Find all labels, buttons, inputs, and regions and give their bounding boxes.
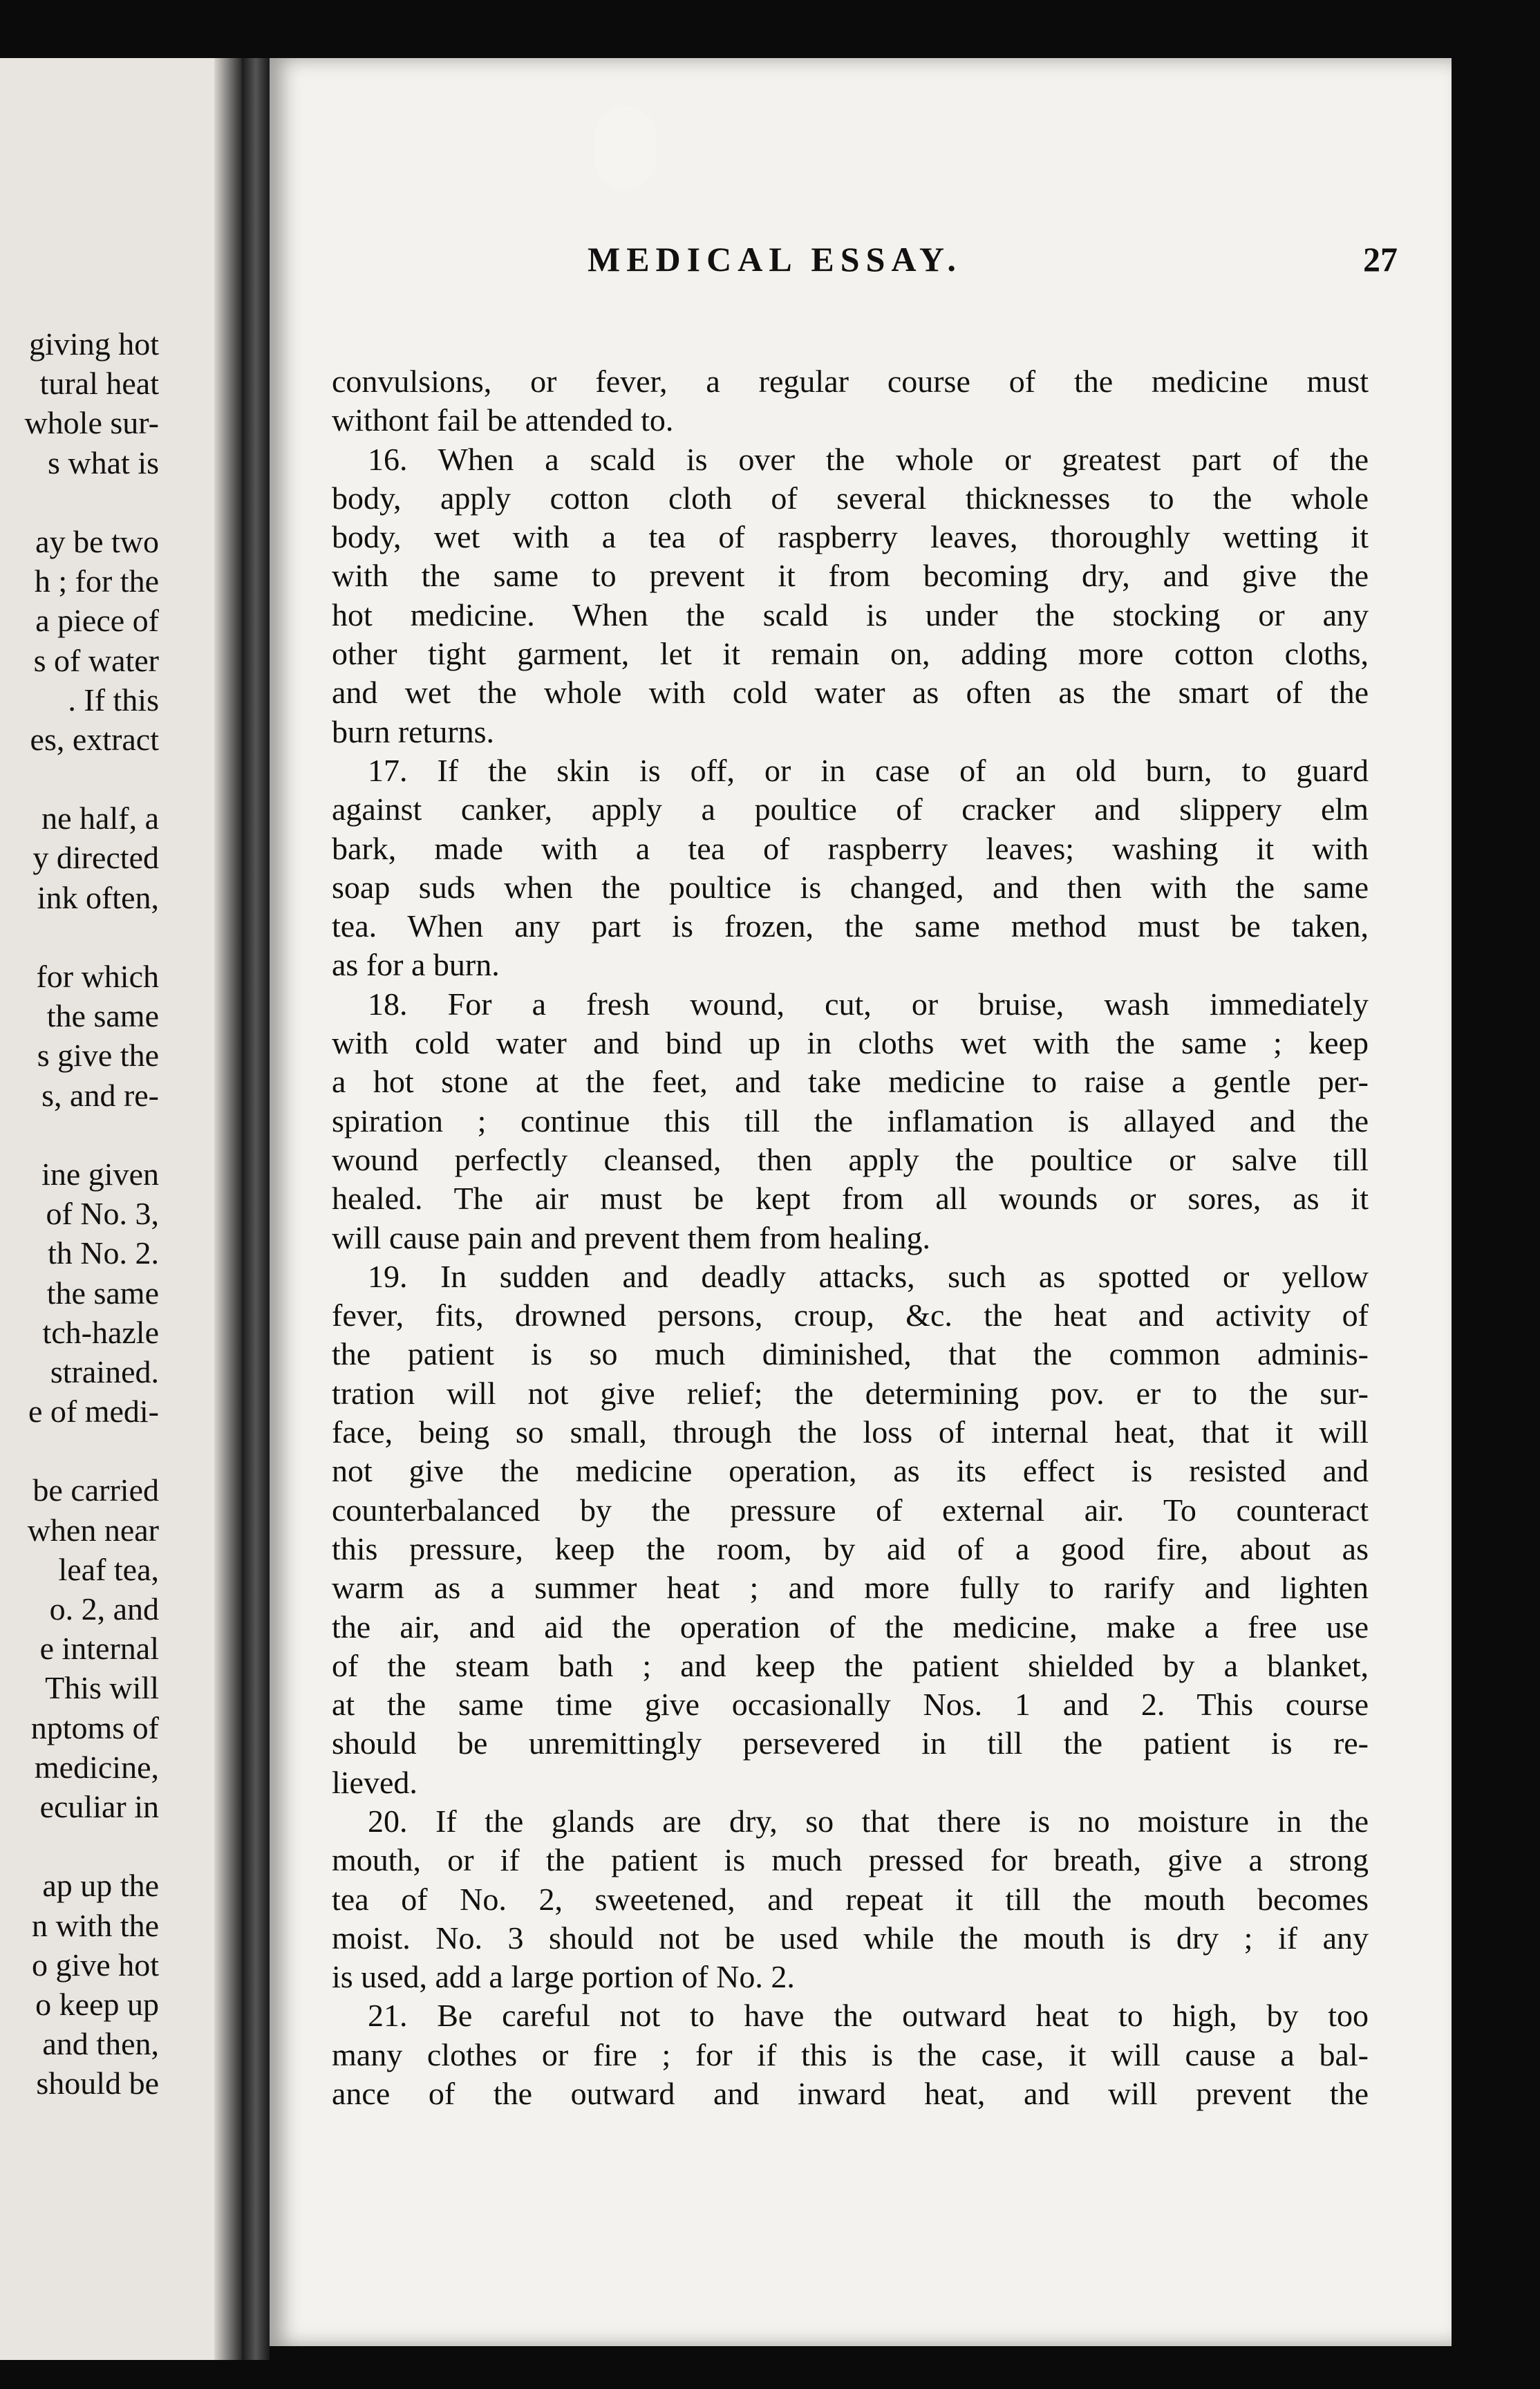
left-page-line: This will [45, 1670, 159, 1706]
page-number: 27 [1363, 240, 1398, 279]
text-line: many clothes or fire ; for if this is the case, it will cause a bal- [332, 2036, 1369, 2072]
left-page-line: nptoms of [30, 1709, 159, 1745]
left-page-line: o keep up [35, 1986, 159, 2022]
text-line: this pressure, keep the room, by aid of a good fire, about as [332, 1530, 1369, 1566]
running-title: MEDICAL ESSAY. [588, 240, 962, 279]
text-line: is used, add a large portion of No. 2. [332, 1959, 795, 1995]
left-page-line: ne half, a [41, 800, 159, 836]
left-page-line: giving hot [29, 326, 159, 362]
text-line: not give the medicine operation, as its effect is resisted and [332, 1453, 1369, 1489]
left-page-line: ay be two [35, 523, 159, 559]
left-page-line: when near [27, 1512, 159, 1548]
left-page-line [0, 917, 159, 957]
page-body-text [332, 362, 1369, 2113]
left-page-line: tural heat [39, 366, 159, 402]
left-page-gutter [214, 58, 242, 2360]
text-line: fever, fits, drowned persons, croup, &c. the heat and activity of [332, 1297, 1369, 1333]
left-page-line: the same [46, 998, 159, 1034]
left-page-line: leaf tea, [58, 1551, 159, 1587]
text-line: against canker, apply a poultice of cracker and slippery elm [332, 791, 1369, 827]
book-spine [242, 58, 270, 2360]
text-line: burn returns. [332, 713, 495, 749]
text-line: at the same time give occasionally Nos. 1 and 2. This course [332, 1687, 1369, 1723]
left-page-line: of No. 3, [46, 1196, 159, 1232]
left-page-line: should be [36, 2065, 159, 2101]
text-line: healed. The air must be kept from all wounds or sores, as it [332, 1181, 1369, 1217]
left-page-line: e of medi- [28, 1394, 159, 1430]
text-line: with the same to prevent it from becoming dry, and give the [332, 558, 1369, 594]
text-line: withont fail be attended to. [332, 402, 674, 438]
text-line: soap suds when the poultice is changed, and then with the same [332, 869, 1369, 905]
text-line: other tight garment, let it remain on, adding more cotton cloths, [332, 636, 1369, 672]
text-line: ance of the outward and inward heat, and will prevent the [332, 2076, 1369, 2112]
left-page-line: whole sur- [24, 405, 159, 441]
left-page-line: s give the [37, 1038, 159, 1074]
left-page-line [0, 1115, 159, 1154]
book-page [270, 58, 1452, 2346]
text-line: hot medicine. When the scald is under the stocking or any [332, 597, 1369, 633]
text-line: wound perfectly cleansed, then apply the poultice or salve till [332, 1141, 1369, 1177]
left-page-line: ine given [41, 1156, 159, 1192]
text-line: tea of No. 2, sweetened, and repeat it till the mouth becomes [332, 1881, 1369, 1917]
left-page-line: and then, [42, 2026, 159, 2062]
text-line: will cause pain and prevent them from healing. [332, 1219, 931, 1255]
left-page-line: medicine, [34, 1749, 159, 1785]
text-line: convulsions, or fever, a regular course of the medicine must [332, 364, 1369, 399]
text-line: moist. No. 3 should not be used while the mouth is dry ; if any [332, 1920, 1369, 1956]
text-line: bark, made with a tea of raspberry leaves; washing it with [332, 830, 1369, 866]
left-page-line: o. 2, and [49, 1591, 159, 1627]
text-line: 20. If the glands are dry, so that there is no moisture in the [368, 1803, 1369, 1839]
left-page-line: h ; for the [34, 563, 159, 599]
text-line: should be unremittingly persevered in till the patient is re- [332, 1725, 1369, 1761]
text-line: counterbalanced by the pressure of external air. To counteract [332, 1492, 1369, 1528]
left-page-line: . If this [68, 682, 159, 718]
left-page-line [0, 1431, 159, 1470]
left-page-line: s, and re- [41, 1077, 159, 1113]
left-page-line: e internal [39, 1631, 159, 1667]
text-line: body, apply cotton cloth of several thicknesses to the whole [332, 480, 1369, 516]
left-page-line: es, extract [30, 721, 159, 757]
text-line: as for a burn. [332, 947, 500, 983]
left-page-line: ink often, [37, 879, 159, 915]
text-line: lieved. [332, 1764, 417, 1800]
text-line: tea. When any part is frozen, the same method must be taken, [332, 908, 1369, 944]
text-line: 17. If the skin is off, or in case of an old burn, to guard [368, 752, 1369, 788]
left-page-line: be carried [32, 1472, 159, 1508]
left-page-line: tch-hazle [42, 1314, 159, 1350]
left-page-line: o give hot [32, 1947, 159, 1983]
left-page-line: a piece of [35, 603, 159, 639]
left-page-line: ap up the [42, 1868, 159, 1904]
text-line: tration will not give relief; the determining pov. er to the sur- [332, 1375, 1369, 1411]
text-line: the air, and aid the operation of the medicine, make a free use [332, 1609, 1369, 1645]
left-page-line: s of water [33, 642, 159, 678]
text-line: and wet the whole with cold water as often as the smart of the [332, 675, 1369, 711]
text-line: 18. For a fresh wound, cut, or bruise, wash immediately [368, 986, 1369, 1022]
text-line: 19. In sudden and deadly attacks, such as spotted or yellow [368, 1258, 1369, 1294]
text-line: body, wet with a tea of raspberry leaves, thoroughly wetting it [332, 519, 1369, 555]
text-line: the patient is so much diminished, that the common adminis- [332, 1336, 1369, 1372]
scan-background [1452, 58, 1540, 2389]
left-page-line [0, 483, 159, 522]
left-page-text [0, 324, 159, 2103]
left-page-line: s what is [48, 444, 159, 480]
text-line: mouth, or if the patient is much pressed for breath, give a strong [332, 1842, 1369, 1878]
text-line: 21. Be careful not to have the outward heat to high, by too [368, 1998, 1369, 2034]
paper-stain [594, 106, 657, 189]
left-page-line: strained. [50, 1353, 159, 1389]
left-page-line: th No. 2. [48, 1235, 159, 1271]
page-header [270, 239, 1452, 294]
text-line: a hot stone at the feet, and take medicine to raise a gentle per- [332, 1064, 1369, 1100]
text-line: face, being so small, through the loss of internal heat, that it will [332, 1414, 1369, 1450]
text-line: warm as a summer heat ; and more fully to rarify and lighten [332, 1570, 1369, 1606]
left-facing-page [0, 58, 242, 2360]
left-page-line: for which [36, 959, 159, 994]
left-page-line: n with the [32, 1907, 159, 1943]
left-page-line: the same [46, 1275, 159, 1311]
left-page-line [0, 759, 159, 798]
left-page-line: eculiar in [39, 1788, 159, 1824]
left-page-line: y directed [32, 840, 159, 876]
text-line: spiration ; continue this till the inflamation is allayed and the [332, 1103, 1369, 1139]
text-line: with cold water and bind up in cloths wet with the same ; keep [332, 1025, 1369, 1061]
text-line: of the steam bath ; and keep the patient shielded by a blanket, [332, 1647, 1369, 1683]
left-page-line [0, 1826, 159, 1866]
text-line: 16. When a scald is over the whole or greatest part of the [368, 441, 1369, 477]
